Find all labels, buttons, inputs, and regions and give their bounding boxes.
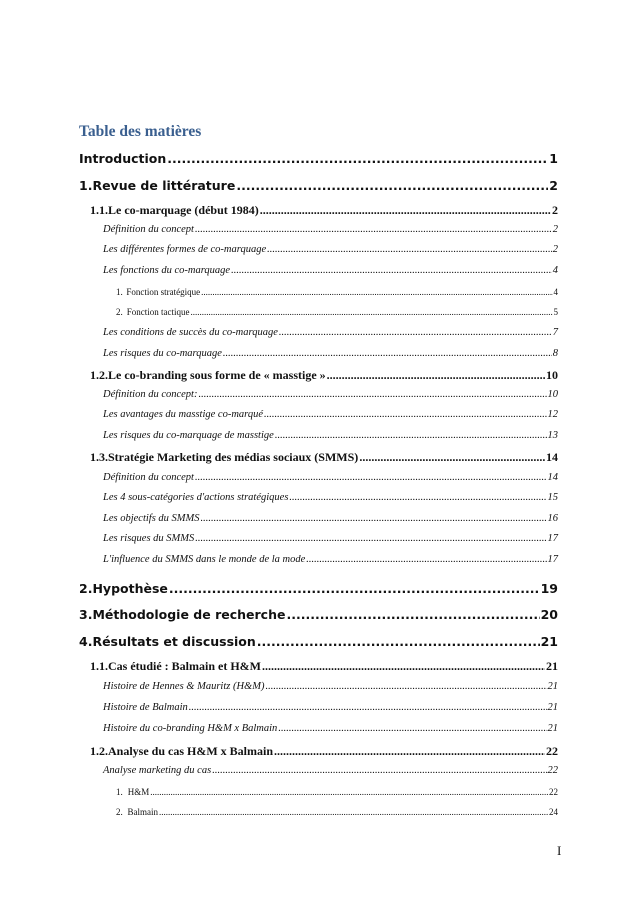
toc-dot-leader xyxy=(286,607,539,622)
toc-dot-leader xyxy=(264,409,546,420)
toc-entry-title: Définition du concept: xyxy=(103,389,198,400)
toc-entry-title: Stratégie Marketing des médias sociaux (SMMS) xyxy=(108,450,359,464)
toc-entry-number: 2. xyxy=(116,307,123,317)
toc-entry-title: Les 4 sous-catégories d'actions stratégiques xyxy=(103,492,289,503)
toc-entry-title: Le co-branding sous forme de « masstige » xyxy=(108,368,326,382)
page-number: I xyxy=(557,843,562,858)
toc-title: Table des matières xyxy=(79,123,202,140)
toc-dot-leader xyxy=(236,178,548,193)
toc-dot-leader xyxy=(359,450,545,465)
toc-entry-title: Les risques du co-marquage xyxy=(103,348,222,359)
toc-dot-leader xyxy=(275,430,547,441)
toc-entry[interactable] xyxy=(116,787,558,797)
toc-entry-page: 4 xyxy=(553,287,558,297)
toc-entry-page: 4 xyxy=(552,265,558,276)
toc-entry-title: Les différentes formes de co-marquage xyxy=(103,244,267,255)
toc-entry-title: Les objectifs du SMMS xyxy=(103,513,200,524)
toc-entry[interactable] xyxy=(116,807,558,817)
toc-entry[interactable] xyxy=(79,151,558,166)
toc-entry-page: 10 xyxy=(546,368,558,382)
toc-entry[interactable] xyxy=(103,533,558,544)
toc-entry-title: L'influence du SMMS dans le monde de la mode xyxy=(103,554,306,565)
toc-entry-number: 4. xyxy=(79,634,93,649)
toc-entry-page: 17 xyxy=(547,554,558,565)
toc-entry-page: 16 xyxy=(547,513,558,524)
toc-entry-title: Les conditions de succès du co-marquage xyxy=(103,327,278,338)
toc-entry-page: 21 xyxy=(546,659,558,673)
toc-entry-page: 2 xyxy=(552,203,558,217)
toc-dot-leader xyxy=(306,554,546,565)
toc-entry[interactable] xyxy=(103,348,558,359)
toc-entry-page: 8 xyxy=(552,348,558,359)
toc-entry-page: 5 xyxy=(553,307,558,317)
toc-dot-leader xyxy=(212,765,546,776)
toc-entry[interactable] xyxy=(79,581,558,596)
toc-entry-title: Cas étudié : Balmain et H&M xyxy=(108,659,261,673)
toc-entry-number: 1.2. xyxy=(90,744,108,758)
toc-entry[interactable] xyxy=(103,224,558,235)
toc-entry[interactable] xyxy=(103,430,558,441)
toc-entry-page: 7 xyxy=(552,327,558,338)
toc-entry-title: Méthodologie de recherche xyxy=(92,607,286,622)
toc-dot-leader xyxy=(189,702,547,713)
toc-entry-page: 2 xyxy=(549,178,558,193)
toc-entry[interactable] xyxy=(103,265,558,276)
toc-entry-number: 1.1. xyxy=(90,659,108,673)
toc-entry-title: Histoire de Hennes & Mauritz (H&M) xyxy=(103,681,265,692)
toc-entry[interactable] xyxy=(90,203,558,218)
toc-dot-leader xyxy=(289,492,546,503)
toc-dot-leader xyxy=(201,513,547,524)
toc-entry-page: 14 xyxy=(546,450,558,464)
toc-entry-page: 21 xyxy=(547,681,558,692)
toc-entry-page: 24 xyxy=(549,807,558,817)
toc-entry-page: 12 xyxy=(547,409,558,420)
toc-entry[interactable] xyxy=(103,389,558,400)
toc-entry-page: 10 xyxy=(547,389,558,400)
toc-entry-page: 19 xyxy=(540,581,558,596)
toc-dot-leader xyxy=(260,203,551,218)
toc-entry-page: 21 xyxy=(547,723,558,734)
toc-entry-title: Les risques du SMMS xyxy=(103,533,195,544)
toc-entry[interactable] xyxy=(79,178,558,193)
toc-entry-page: 2 xyxy=(552,244,558,255)
toc-dot-leader xyxy=(195,224,552,235)
toc-entry-number: 1. xyxy=(79,178,93,193)
toc-dot-leader xyxy=(195,472,547,483)
toc-entry-page: 15 xyxy=(547,492,558,503)
toc-entry[interactable] xyxy=(103,765,558,776)
toc-dot-leader xyxy=(195,533,546,544)
toc-entry-page: 22 xyxy=(547,765,558,776)
toc-entry[interactable] xyxy=(116,307,558,317)
toc-entry[interactable] xyxy=(103,472,558,483)
toc-entry[interactable] xyxy=(79,634,558,649)
toc-entry-page: 2 xyxy=(552,224,558,235)
toc-entry-title: Le co-marquage (début 1984) xyxy=(108,203,259,217)
toc-entry[interactable] xyxy=(103,409,558,420)
toc-entry-title: Histoire du co-branding H&M x Balmain xyxy=(103,723,278,734)
toc-entry-title: H&M xyxy=(127,787,150,797)
toc-dot-leader xyxy=(267,244,552,255)
toc-dot-leader xyxy=(279,327,552,338)
toc-entry[interactable] xyxy=(103,244,558,255)
toc-entry-number: 2. xyxy=(116,807,123,817)
toc-dot-leader xyxy=(265,681,546,692)
toc-entry-page: 22 xyxy=(546,744,558,758)
toc-dot-leader xyxy=(167,151,548,166)
toc-dot-leader xyxy=(231,265,552,276)
toc-entry-number: 2. xyxy=(79,581,93,596)
toc-entry-number: 1.3. xyxy=(90,450,108,464)
toc-entry[interactable] xyxy=(103,681,558,692)
toc-entry-title: Analyse du cas H&M x Balmain xyxy=(108,744,274,758)
toc-entry-page: 13 xyxy=(547,430,558,441)
toc-entry[interactable] xyxy=(116,287,558,297)
toc-entry-number: 1.2. xyxy=(90,368,108,382)
toc-dot-leader xyxy=(327,368,545,383)
toc-dot-leader xyxy=(257,634,540,649)
toc-entry-page: 21 xyxy=(547,702,558,713)
toc-dot-leader xyxy=(150,787,548,797)
toc-dot-leader xyxy=(223,348,552,359)
toc-entry-title: Fonction stratégique xyxy=(126,287,201,297)
toc-entry-title: Résultats et discussion xyxy=(92,634,256,649)
toc-entry-title: Les risques du co-marquage de masstige xyxy=(103,430,274,441)
toc-entry[interactable] xyxy=(103,702,558,713)
toc-dot-leader xyxy=(198,389,546,400)
toc-dot-leader xyxy=(262,659,545,674)
toc-dot-leader xyxy=(274,744,545,759)
toc-entry-page: 1 xyxy=(549,151,558,166)
toc-entry[interactable] xyxy=(90,450,558,465)
toc-dot-leader xyxy=(278,723,546,734)
toc-entry-title: Les fonctions du co-marquage xyxy=(103,265,231,276)
toc-entry-page: 21 xyxy=(540,634,558,649)
toc-dot-leader xyxy=(190,307,552,317)
toc-entry[interactable] xyxy=(103,554,558,565)
toc-entry[interactable] xyxy=(90,744,558,759)
toc-entry-page: 20 xyxy=(540,607,558,622)
toc-dot-leader xyxy=(159,807,548,817)
toc-entry[interactable] xyxy=(79,607,558,622)
toc-entry-number: 1. xyxy=(116,787,123,797)
toc-entry-title: Balmain xyxy=(127,807,158,817)
toc-entry-title: Les avantages du masstige co-marqué xyxy=(103,409,264,420)
toc-entry-title: Fonction tactique xyxy=(126,307,190,317)
toc-entry-title: Définition du concept xyxy=(103,472,194,483)
toc-entry[interactable] xyxy=(103,513,558,524)
toc-entry[interactable] xyxy=(90,659,558,674)
toc-entry-number: 1.1. xyxy=(90,203,108,217)
toc-entry-number: 3. xyxy=(79,607,93,622)
toc-entry-number: 1. xyxy=(116,287,123,297)
toc-entry[interactable] xyxy=(103,492,558,503)
toc-entry-title: Analyse marketing du cas xyxy=(103,765,212,776)
toc-dot-leader xyxy=(169,581,540,596)
toc-entry[interactable] xyxy=(103,327,558,338)
toc-entry[interactable] xyxy=(103,723,558,734)
toc-entry-page: 17 xyxy=(547,533,558,544)
toc-dot-leader xyxy=(201,287,552,297)
toc-entry-title: Définition du concept xyxy=(103,224,194,235)
toc-entry-title: Hypothèse xyxy=(92,581,168,596)
toc-entry-page: 14 xyxy=(547,472,558,483)
toc-entry-page: 22 xyxy=(549,787,558,797)
toc-entry-title: Introduction xyxy=(79,151,167,166)
toc-entry-title: Revue de littérature xyxy=(92,178,236,193)
toc-entry[interactable] xyxy=(90,368,558,383)
toc-entry-title: Histoire de Balmain xyxy=(103,702,188,713)
